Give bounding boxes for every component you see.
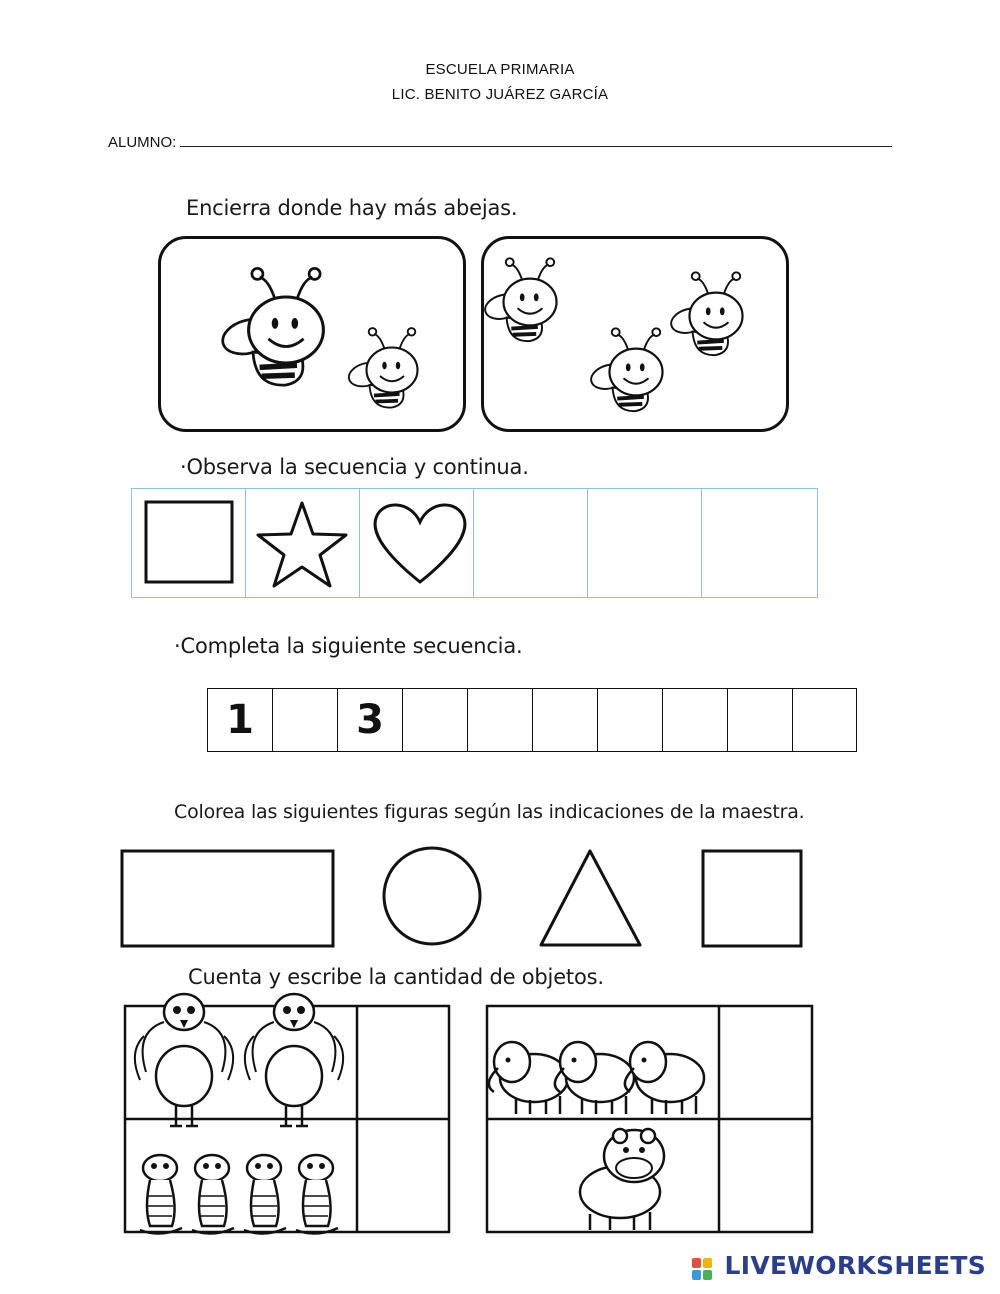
snake-count-answer[interactable] bbox=[358, 1121, 447, 1230]
turkey-icon bbox=[135, 994, 233, 1126]
school-subtitle: LIC. BENITO JUÁREZ GARCÍA bbox=[391, 86, 609, 103]
elephant-icon bbox=[555, 1042, 634, 1114]
turkey-icon bbox=[245, 994, 343, 1126]
snake-icon bbox=[140, 1155, 182, 1234]
brand-name[interactable]: LIVEWORKSHEETS bbox=[724, 1251, 986, 1280]
turkey-count-answer[interactable] bbox=[358, 1008, 447, 1117]
sequence-title: ·Observa la secuencia y continua. bbox=[180, 455, 529, 479]
elephant-icon bbox=[625, 1042, 704, 1114]
elephant-count-answer[interactable] bbox=[720, 1008, 810, 1117]
liveworksheets-logo-icon bbox=[692, 1258, 712, 1280]
snake-icon bbox=[192, 1155, 234, 1234]
count-title: Cuenta y escribe la cantidad de objetos. bbox=[188, 965, 604, 989]
hippo-icon bbox=[580, 1129, 664, 1230]
bees-title: Encierra donde hay más abejas. bbox=[186, 196, 518, 220]
number-cell: 1 bbox=[207, 688, 273, 752]
snake-icon bbox=[296, 1155, 338, 1234]
hippo-count-answer[interactable] bbox=[720, 1121, 810, 1230]
student-label: ALUMNO: bbox=[108, 134, 177, 151]
color-title: Colorea las siguientes figuras según las indicaciones de la maestra. bbox=[174, 801, 805, 823]
snake-icon bbox=[244, 1155, 286, 1234]
school-name: ESCUELA PRIMARIA bbox=[425, 61, 575, 78]
number-cell: 3 bbox=[337, 688, 403, 752]
numbers-title: ·Completa la siguiente secuencia. bbox=[174, 634, 523, 658]
